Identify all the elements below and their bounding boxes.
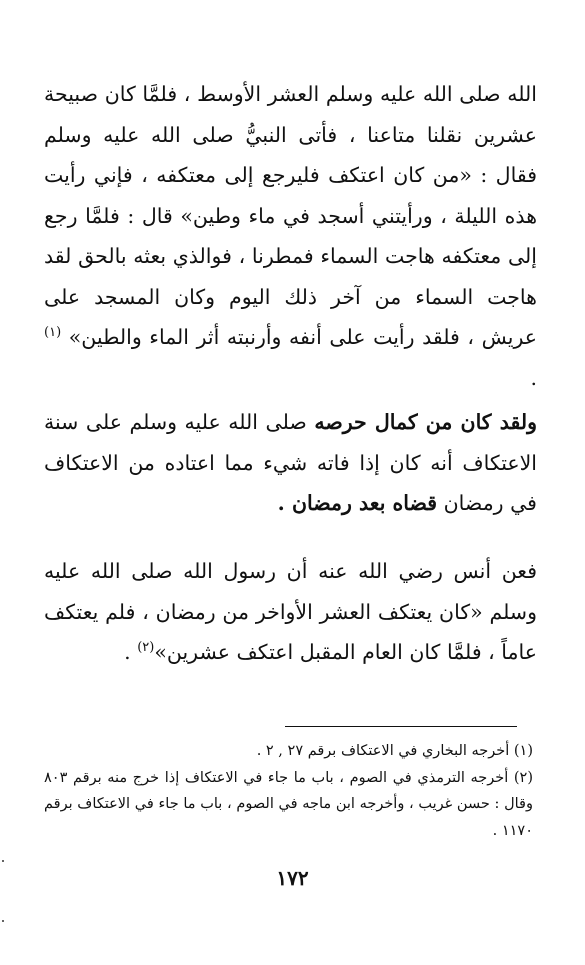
bold-phrase: قضاه بعد رمضان .	[277, 491, 438, 515]
paragraph-text: فعن أنس رضي الله عنه أن رسول الله صلى الله عليه وسلم «كان يعتكف العشر الأواخر من رمضان ، فلم يعتكف عاماً ، فلمَّا كان العام المقبل اعتكف عشرين»	[44, 559, 537, 664]
paragraph-text: الله صلى الله عليه وسلم العشر الأوسط ، فلمَّا كان صبيحة عشرين نقلنا متاعنا ، فأتى النبيُّ صلى الله عليه وسلم فقال : «من كان اعتكف فليرجع إلى معتكفه ، فإني رأيت هذه الليلة ، ورأيتني أسجد في ماء وطين» قال : فلمَّا رجع إلى معتكفه هاجت السماء فمطرنا ، فوالذي بعثه بالحق لقد هاجت السماء من آخر ذلك اليوم وكان المسجد على عريش ، فلقد رأيت على أنفه وأرنبته أثر الماء والطين»	[44, 82, 537, 349]
paragraph-end: .	[124, 640, 138, 664]
bold-phrase: ولقد كان من كمال حرصه	[314, 410, 537, 434]
footnotes	[44, 738, 533, 844]
paragraph-text: صلى الله عليه وسلم على سنة الاعتكاف أنه كان إذا فاته شيء مما اعتاده من الاعتكاف في رمضان	[44, 410, 537, 515]
footnote-divider	[285, 726, 517, 727]
footnote-reference: (٢)	[137, 640, 155, 656]
paragraph-end: .	[530, 365, 537, 390]
page-number: ١٧٢	[276, 866, 309, 890]
paragraph-anas-hadith	[44, 551, 537, 673]
footnote-1: (١) أخرجه البخاري في الاعتكاف برقم ٢٧ , ٢ .	[256, 743, 533, 759]
footnote-2: (٢) أخرجه الترمذي في الصوم ، باب ما جاء في الاعتكاف إذا خرج منه برقم ٨٠٣ وقال : حسن غريب ، وأخرجه ابن ماجه في الصوم ، باب ما جاء في الاعتكاف برقم ١١٧٠ .	[44, 769, 533, 839]
scan-speck	[2, 860, 4, 862]
scan-speck	[2, 920, 4, 922]
paragraph-hadith-continuation	[44, 74, 537, 398]
footnote-reference: (١)	[44, 325, 62, 341]
paragraph-diligence	[44, 402, 537, 524]
